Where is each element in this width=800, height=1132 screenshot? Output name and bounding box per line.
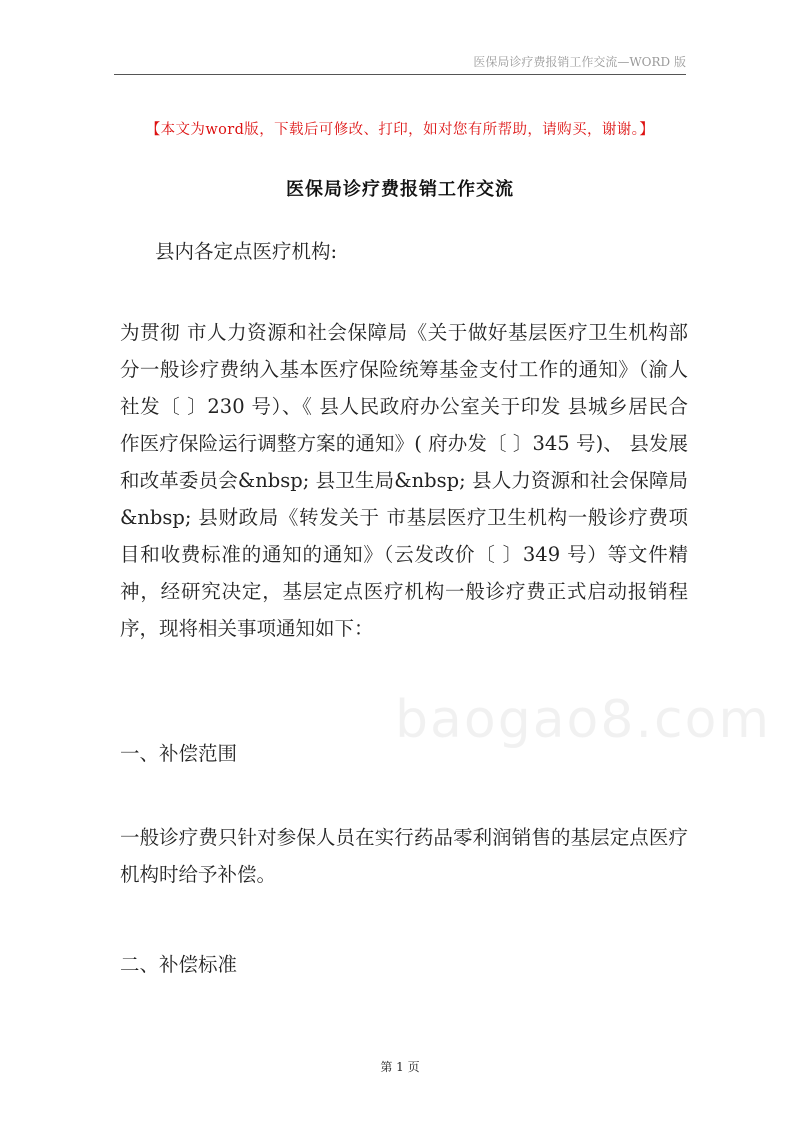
- page-number: 第 1 页: [380, 1060, 420, 1074]
- watermark: baogao8.com: [395, 690, 772, 750]
- scope-paragraph: 一般诊疗费只针对参保人员在实行药品零利润销售的基层定点医疗机构时给予补偿。: [120, 826, 688, 886]
- section-heading-standard: 二、补偿标准: [120, 953, 238, 976]
- purchase-notice: 【本文为word版，下载后可修改、打印，如对您有所帮助，请购买，谢谢。】: [145, 122, 655, 138]
- section-heading-scope: 一、补偿范围: [120, 742, 238, 765]
- running-title: 医保局诊疗费报销工作交流—WORD 版: [473, 55, 686, 69]
- intro-paragraph: 为贯彻 市人力资源和社会保障局《关于做好基层医疗卫生机构部分一般诊疗费纳入基本医疗保险统筹基金支付工作的通知》（渝人社发〔 〕230 号）、《 县人民政府办公室关于印发 县城乡居民合作医疗保险运行调整方案的通知》( 府办发〔 〕345 号)、 县发展和改革委员会&nbsp; 县卫生局&nbsp; 县人力资源和社会保障局&nbsp; 县财政局《转发关于 市基层医疗卫生机构一般诊疗费项目和收费标准的通知的通知》（云发改价〔 〕349 号）等文件精神，经研究决定，基层定点医疗机构一般诊疗费正式启动报销程序，现将相关事项通知如下：: [120, 321, 688, 640]
- salutation: 县内各定点医疗机构:: [155, 240, 338, 263]
- document-title: 医保局诊疗费报销工作交流: [286, 179, 514, 200]
- running-header: [114, 52, 686, 75]
